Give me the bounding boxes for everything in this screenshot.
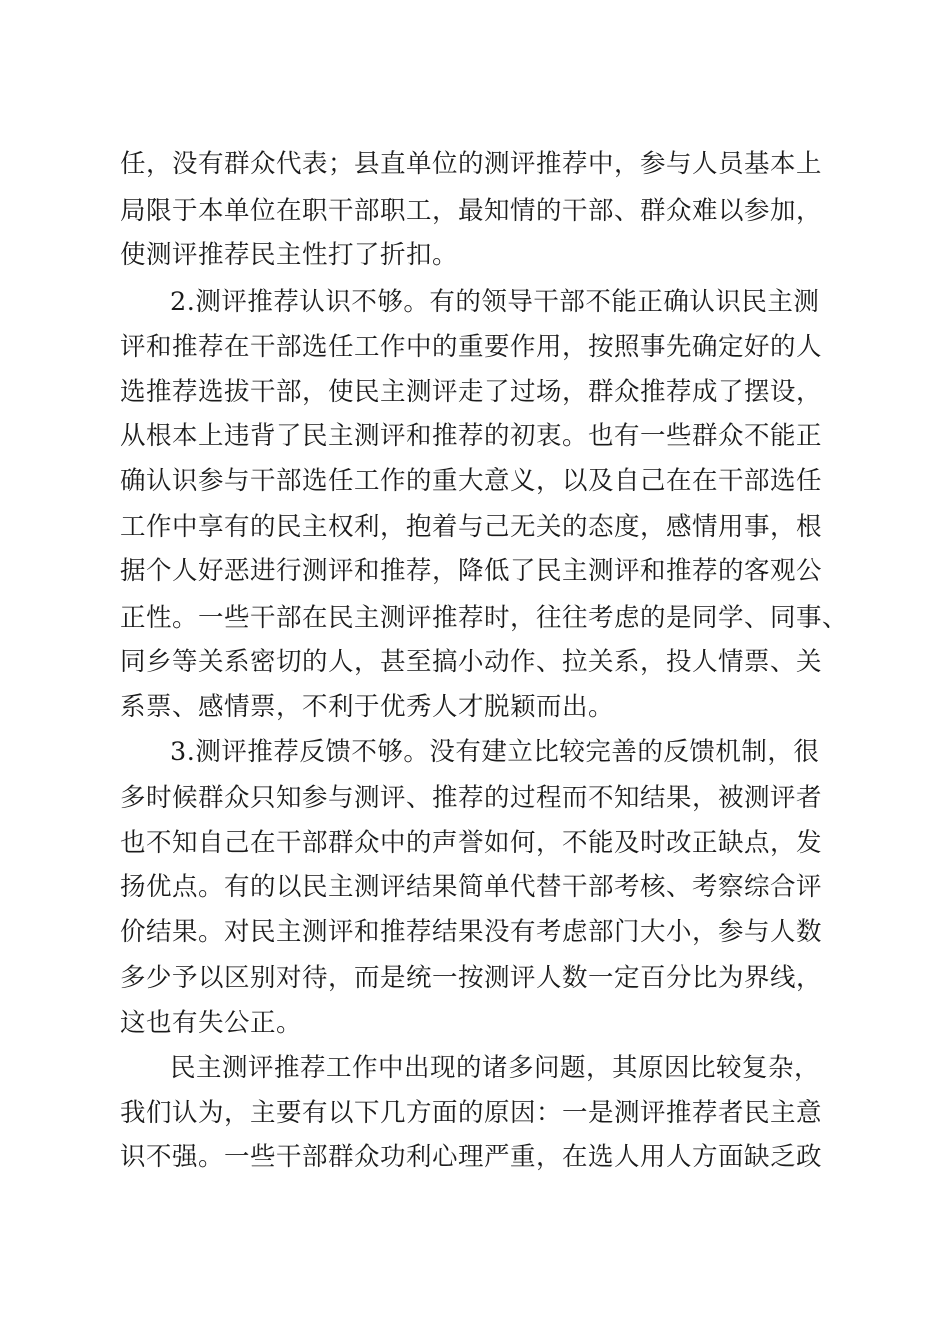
text-line: 从根本上违背了民主测评和推荐的初衷。也有一些群众不能正 (120, 421, 823, 451)
text-line: 扬优点。有的以民主测评结果简单代替干部考核、考察综合评 (120, 872, 823, 902)
text-line: 民主测评推荐工作中出现的诸多问题，其原因比较复杂， (170, 1053, 821, 1083)
text-line: 工作中享有的民主权利，抱着与己无关的态度，感情用事，根 (120, 512, 823, 542)
text-line: 确认识参与干部选任工作的重大意义，以及自己在在干部选任 (120, 466, 823, 496)
text-line: 使测评推荐民主性打了折扣。 (120, 240, 459, 270)
text-line: 价结果。对民主测评和推荐结果没有考虑部门大小，参与人数 (120, 917, 823, 947)
text-line: 这也有失公正。 (120, 1008, 303, 1038)
text-line: 局限于本单位在职干部职工，最知情的干部、群众难以参加， (120, 196, 823, 226)
text-line: 正性。一些干部在民主测评推荐时，往往考虑的是同学、同事、 (120, 603, 849, 633)
text-line: 据个人好恶进行测评和推荐，降低了民主测评和推荐的客观公 (120, 556, 823, 586)
text-line: 识不强。一些干部群众功利心理严重，在选人用人方面缺乏政 (120, 1142, 823, 1172)
text-line: 评和推荐在干部选任工作中的重要作用，按照事先确定好的人 (120, 332, 823, 362)
text-line: 多时候群众只知参与测评、推荐的过程而不知结果，被测评者 (120, 783, 823, 813)
text-line: 也不知自己在干部群众中的声誉如何，不能及时改正缺点，发 (120, 828, 823, 858)
text-line: 任，没有群众代表；县直单位的测评推荐中，参与人员基本上 (120, 149, 823, 179)
text-line: 同乡等关系密切的人，甚至搞小动作、拉关系，投人情票、关 (120, 647, 823, 677)
text-line: 2.测评推荐认识不够。有的领导干部不能正确认识民主测 (170, 287, 820, 317)
text-line: 选推荐选拔干部，使民主测评走了过场，群众推荐成了摆设， (120, 377, 823, 407)
text-line: 系票、感情票，不利于优秀人才脱颖而出。 (120, 692, 615, 722)
text-line: 3.测评推荐反馈不够。没有建立比较完善的反馈机制，很 (170, 737, 820, 767)
text-line: 我们认为，主要有以下几方面的原因：一是测评推荐者民主意 (120, 1098, 823, 1128)
text-line: 多少予以区别对待，而是统一按测评人数一定百分比为界线， (120, 963, 823, 993)
